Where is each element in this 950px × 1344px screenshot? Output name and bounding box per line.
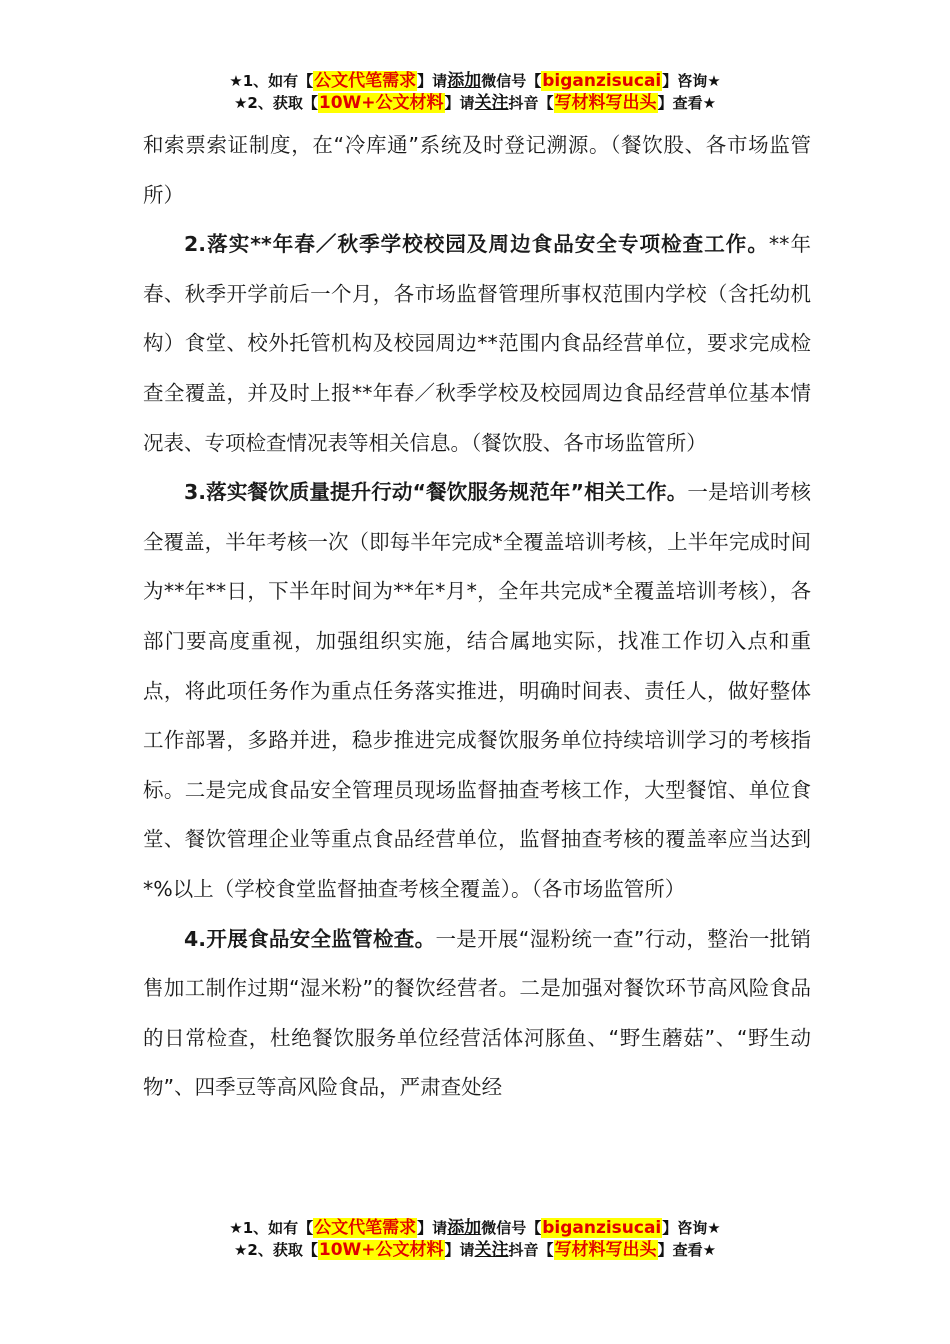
banner-text: 微信号【 <box>481 1219 542 1237</box>
banner-text: ★1、如有【 <box>229 1219 314 1237</box>
paragraph-heading: 2.落实**年春／秋季学校校园及周边食品安全专项检查工作。 <box>184 232 769 257</box>
banner-text: 抖音【 <box>508 94 554 112</box>
banner-underlined: 关注 <box>474 93 509 113</box>
paragraph-text: 一是培训考核全覆盖，半年考核一次（即每半年完成*全覆盖培训考核，上半年完成时间为**年**日，下半年时间为**年*月*，全年共完成*全覆盖培训考核），各部门要高度重视，加强组织实施，结合属地实际，找准工作切入点和重点，将此项任务作为重点任务落实推进，明确时间表、责任人，做好整体工作部署，多路并进，稳步推进完成餐饮服务单位持续培训学习的考核指标。二是完成食品安全管理员现场监督抽查考核工作，大型餐馆、单位食堂、餐饮管理企业等重点食品经营单位，监督抽查考核的覆盖率应当达到*%以上（学校食堂监督抽查考核全覆盖）。（各市场监管所） <box>143 480 812 901</box>
banner-line-2 <box>0 1239 950 1261</box>
paragraph-text: **年春、秋季开学前后一个月，各市场监督管理所事权范围内学校（含托幼机构）食堂、校外托管机构及校园周边**范围内食品经营单位，要求完成检查全覆盖，并及时上报**年春／秋季学校及校园周边食品经营单位基本情况表、专项检查情况表等相关信息。（餐饮股、各市场监管所） <box>143 232 811 455</box>
banner-text: ★2、获取【 <box>233 94 318 112</box>
banner-text: 】请 <box>444 1241 475 1259</box>
banner-highlight: biganzisucai <box>542 71 662 91</box>
banner-highlight: 写材料写出头 <box>554 93 657 113</box>
banner-line-1 <box>0 70 950 92</box>
banner-highlight: 10W+公文材料 <box>318 1240 444 1260</box>
banner-highlight: 10W+公文材料 <box>318 93 444 113</box>
header-banner <box>0 70 950 114</box>
banner-highlight: 公文代笔需求 <box>314 1218 417 1238</box>
paragraph-heading: 3.落实餐饮质量提升行动“餐饮服务规范年”相关工作。 <box>184 480 688 505</box>
banner-line-2 <box>0 92 950 114</box>
banner-underlined: 关注 <box>474 1240 509 1260</box>
banner-text: ★2、获取【 <box>233 1241 318 1259</box>
banner-text: 抖音【 <box>508 1241 554 1259</box>
banner-highlight: biganzisucai <box>542 1218 662 1238</box>
banner-highlight: 写材料写出头 <box>554 1240 657 1260</box>
banner-text: 微信号【 <box>481 72 542 90</box>
banner-text: 】咨询★ <box>662 1219 721 1237</box>
banner-text: 】查看★ <box>657 94 717 112</box>
footer-banner <box>0 1217 950 1261</box>
banner-line-1 <box>0 1217 950 1239</box>
banner-highlight: 公文代笔需求 <box>314 71 417 91</box>
paragraph-3 <box>143 468 811 914</box>
paragraph-heading: 4.开展食品安全监管检查。 <box>184 926 436 951</box>
banner-underlined: 添加 <box>447 71 482 91</box>
banner-text: 】咨询★ <box>662 72 721 90</box>
banner-text: 】请 <box>444 94 475 112</box>
paragraph-text: 一是开展“湿粉统一查”行动，整治一批销售加工制作过期“湿米粉”的餐饮经营者。二是加强对餐饮环节高风险食品的日常检查，杜绝餐饮服务单位经营活体河豚鱼、“野生蘑菇”、“野生动物”、四季豆等高风险食品，严肃查处经 <box>143 926 811 1100</box>
banner-text: ★1、如有【 <box>229 72 314 90</box>
paragraph-4 <box>143 915 811 1113</box>
banner-underlined: 添加 <box>447 1218 482 1238</box>
paragraph-2 <box>143 220 811 468</box>
banner-text: 】查看★ <box>657 1241 717 1259</box>
paragraph-continued: 和索票索证制度，在“冷库通”系统及时登记溯源。（餐饮股、各市场监管所） <box>143 133 811 207</box>
banner-text: 】请 <box>417 1219 448 1237</box>
document-body <box>143 121 811 1113</box>
banner-text: 】请 <box>417 72 448 90</box>
